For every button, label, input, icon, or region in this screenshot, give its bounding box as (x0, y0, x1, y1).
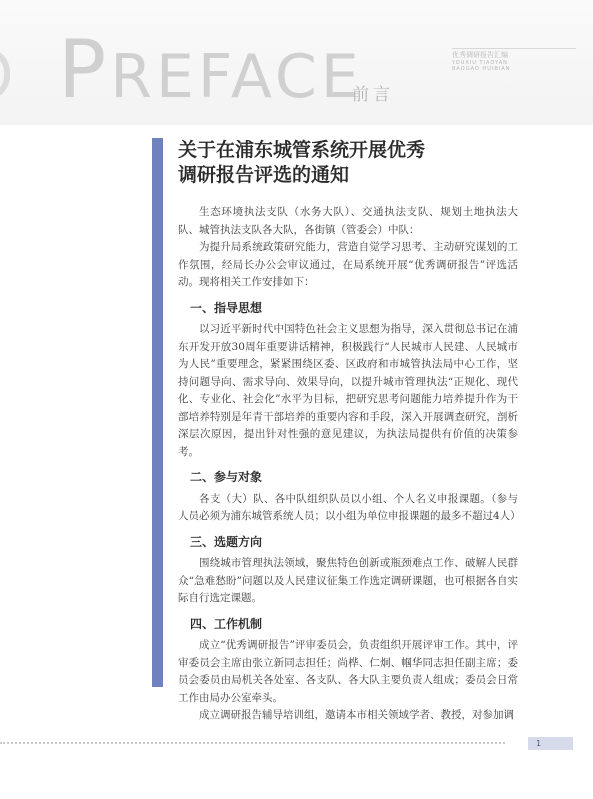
addressee-paragraph: 生态环境执法支队（水务大队）、交通执法支队、规划土地执法大队、城管执法支队各大队，各街镇（管委会）中队： (178, 206, 518, 236)
article-title (178, 138, 425, 188)
accent-bar (152, 138, 163, 687)
section-heading-2: 二、参与对象 (190, 470, 263, 484)
preface-initial: P (58, 23, 111, 116)
page-number: 1 (528, 737, 573, 750)
section-heading-1: 一、指导思想 (190, 300, 263, 315)
title-line-1: 关于在浦东城管系统开展优秀 (178, 139, 426, 161)
preface-heading (58, 23, 363, 116)
article-body (178, 204, 521, 725)
brand-pinyin-2: BAOGAO HUIBIAN (452, 66, 511, 72)
section-body-1: 以习近平新时代中国特色社会主义思想为指导，深入贯彻总书记在浦东开发开放30周年重要讲话精神，积极践行“人民城市人民建、人民城市为人民”重要理念，紧紧围绕区委、区政府和市城管执法局中心工作，坚持问题导向、需求导向、效果导向，以提升城市管理执法“正规化、现代化、专业化、社会化”水平为目标，把研究思考问题能力培养提升作为干部培养特别是年青干部培养的重要内容和手段，深入开展调查研究，剖析深层次原因，提出针对性强的意见建议，为执法局提供有价值的决策参考。 (178, 323, 518, 458)
brand-title: 优秀调研报告汇编 (452, 48, 576, 60)
section-heading-4: 四、工作机制 (190, 616, 263, 631)
section-body-4b: 成立调研报告辅导培训组，邀请本市相关领域学者、教授，对参加调 (199, 709, 514, 721)
section-body-2: 各支（大）队、各中队组织队员以小组、个人名义申报课题。（参与人员必须为浦东城管系统人员；以小组为单位申报课题的最多不超过4人） (178, 492, 521, 522)
section-body-4a: 成立“优秀调研报告”评审委员会，负责组织开展评审工作。其中，评审委员会主席由张立新同志担任；尚桦、仁炯、帼华同志担任副主席；委员会委员由局机关各处室、各支队、各大队主要负责人组成；委员会日常工作由局办公室牵头。 (178, 639, 518, 704)
preface-rest: REFACE (110, 42, 363, 112)
chapter-label: 前言 (352, 85, 394, 105)
title-line-2: 调研报告评选的通知 (178, 164, 350, 186)
section-body-3: 围绕城市管理执法领域，聚焦特色创新或瓶颈难点工作、破解人民群众“急难愁盼”问题以及人民建议征集工作选定调研课题，也可根据各自实际自行选定课题。 (178, 557, 518, 604)
brand-block (452, 48, 576, 72)
brand-pinyin-1: YOUXIU TIAOYAN (452, 59, 508, 66)
section-heading-3: 三、选题方向 (190, 534, 263, 549)
footer-dotted-rule (0, 742, 505, 744)
intro-paragraph: 为提升局系统政策研究能力，营造自觉学习思考、主动研究谋划的工作氛围，经局长办公会审议通过，在局系统开展“优秀调研报告”评选活动。现将相关工作安排如下： (178, 241, 518, 288)
